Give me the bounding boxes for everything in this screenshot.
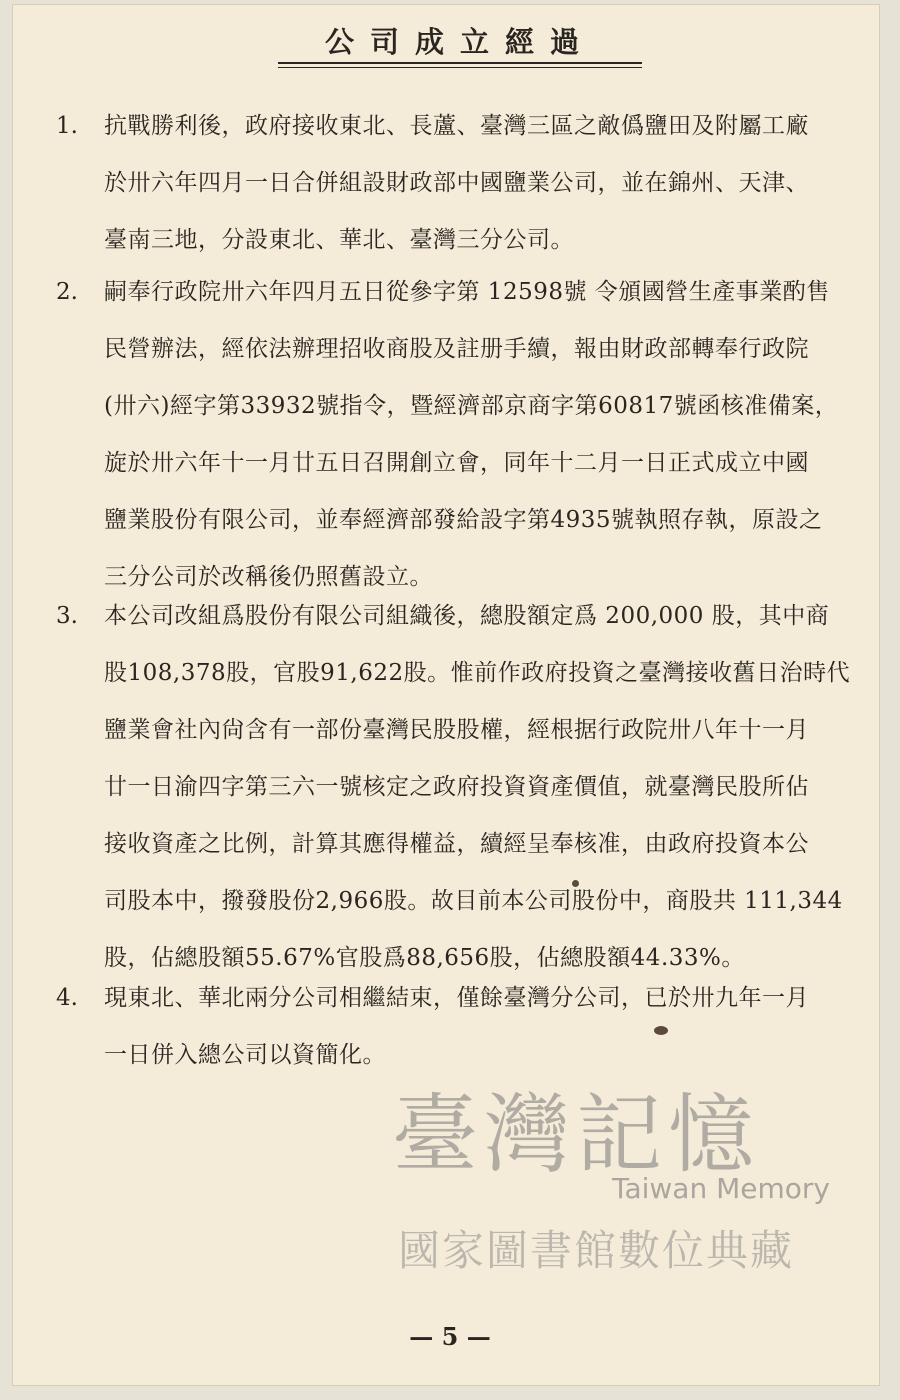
text-line: 鹽業股份有限公司，並奉經濟部發給設字第4935號執照存執，原設之 [104, 507, 823, 533]
title-underline-thin [278, 67, 642, 68]
ink-spot [572, 880, 579, 887]
text-line: 鹽業會社內尙含有一部份臺灣民股股權，經根据行政院卅八年十一月 [104, 717, 809, 743]
text-line: 股，佔總股額55.67%官股爲88,656股，佔總股額44.33%。 [104, 945, 745, 971]
text-line: 司股本中，撥發股份2,966股。故目前本公司股份中，商股共 111,344 [104, 888, 843, 914]
text-line: 股108,378股，官股91,622股。惟前作政府投資之臺灣接收舊日治時代 [104, 660, 851, 686]
text-line: 一日併入總公司以資簡化。 [104, 1042, 386, 1068]
text-line: 民營辦法，經依法辦理招收商股及註册手續，報由財政部轉奉行政院 [104, 336, 809, 362]
text-line: (卅六)經字第33932號指令，暨經濟部京商字第60817號函核准備案， [104, 393, 839, 419]
text-line: 本公司改組爲股份有限公司組織後，總股額定爲 200,000 股，其中商 [104, 603, 830, 629]
text-line: 嗣奉行政院卅六年四月五日從參字第 12598號 令頒國營生產事業酌售 [104, 279, 830, 305]
title-underline [278, 62, 642, 64]
text-line: 旋於卅六年十一月廿五日召開創立會，同年十二月一日正式成立中國 [104, 450, 809, 476]
item-number: 4. [56, 985, 78, 1011]
item-number: 1. [56, 113, 78, 139]
item-number: 3. [56, 603, 78, 629]
text-line: 廿一日渝四字第三六一號核定之政府投資資產價值，就臺灣民股所佔 [104, 774, 809, 800]
page-number: — 5 — [409, 1322, 491, 1351]
item-number: 2. [56, 279, 78, 305]
text-line: 接收資產之比例，計算其應得權益，續經呈奉核准，由政府投資本公 [104, 831, 809, 857]
ink-spot [654, 1026, 668, 1035]
text-line: 抗戰勝利後，政府接收東北、長蘆、臺灣三區之敵僞鹽田及附屬工廠 [104, 113, 809, 139]
text-line: 於卅六年四月一日合併組設財政部中國鹽業公司，並在錦州、天津、 [104, 170, 809, 196]
text-line: 臺南三地，分設東北、華北、臺灣三分公司。 [104, 227, 574, 253]
page-title: 公司成立經過 [324, 25, 595, 59]
watermark-english: Taiwan Memory [612, 1172, 830, 1205]
watermark-library: 國家圖書館數位典藏 [398, 1226, 795, 1275]
watermark-calligraphy: 臺灣記憶 [392, 1085, 760, 1185]
text-line: 三分公司於改稱後仍照舊設立。 [104, 564, 433, 590]
text-line: 現東北、華北兩分公司相繼結束，僅餘臺灣分公司，已於卅九年一月 [104, 985, 809, 1011]
